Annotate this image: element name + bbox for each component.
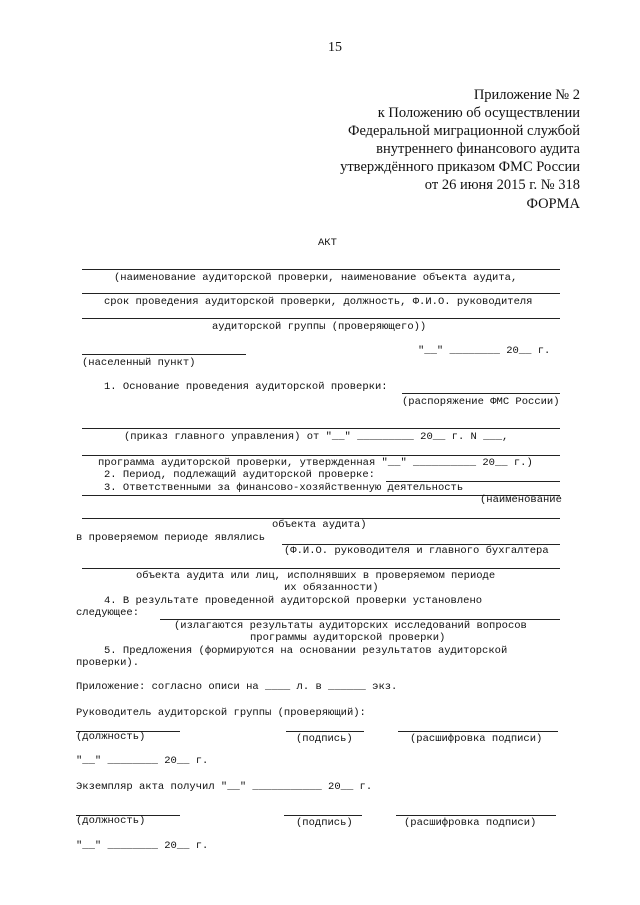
head-date: "__" ________ 20__ г.: [76, 755, 209, 767]
appendix-line-2: к Положению об осуществлении: [377, 105, 580, 121]
blank-line: [82, 269, 560, 270]
item-3-caption: (наименование: [480, 494, 562, 506]
blank-line: [82, 293, 560, 294]
head-label: Руководитель аудиторской группы (проверяющий):: [76, 707, 366, 719]
signature-line: [286, 731, 364, 732]
caption-audit-name: (наименование аудиторской проверки, наименование объекта аудита,: [114, 272, 518, 284]
form-label: ФОРМА: [526, 196, 580, 212]
fio-caption: (Ф.И.О. руководителя и главного бухгалтера: [284, 545, 549, 557]
item-5-line-2: проверки).: [76, 657, 140, 669]
item-1-caption: (распоряжение ФМС России): [402, 396, 560, 408]
caption-audit-group: аудиторской группы (проверяющего)): [212, 321, 427, 333]
appendix-line-5: утверждённого приказом ФМС России: [340, 159, 580, 175]
decipher-caption: (расшифровка подписи): [410, 733, 543, 745]
item-1-basis: 1. Основание проведения аудиторской проверки:: [104, 381, 388, 393]
attachment-line: Приложение: согласно описи на ____ л. в ______ экз.: [76, 681, 398, 693]
appendix-block: [340, 86, 580, 194]
item-4-line-1: 4. В результате проведенной аудиторской проверки установлено: [104, 595, 483, 607]
decipher-caption: (расшифровка подписи): [404, 817, 537, 829]
position-caption: (должность): [76, 731, 146, 743]
item-2-period: 2. Период, подлежащий аудиторской проверке:: [104, 469, 375, 481]
item-5-line-1: 5. Предложения (формируются на основании результатов аудиторской: [104, 645, 508, 657]
caption-audit-period: срок проведения аудиторской проверки, должность, Ф.И.О. руководителя: [104, 296, 533, 308]
copy-received: Экземпляр акта получил "__" ___________ 20__ г.: [76, 781, 373, 793]
act-date: "__" ________ 20__ г.: [418, 345, 551, 357]
appendix-line-6: от 26 июня 2015 г. № 318: [424, 177, 580, 193]
blank-line: [402, 393, 560, 394]
item-4-caption-2: программы аудиторской проверки): [250, 632, 446, 644]
order-caption: (приказ главного управления) от "__" _________ 20__ г. N ___,: [124, 431, 509, 443]
blank-line: [82, 568, 560, 569]
place-line: [82, 354, 246, 355]
program-line: программа аудиторской проверки, утвержденная "__" __________ 20__ г.): [98, 457, 533, 469]
object-persons-caption-2: их обязанности): [284, 582, 379, 594]
place-caption: (населенный пункт): [82, 357, 196, 369]
item-4-caption-1: (излагаются результаты аудиторских исследований вопросов: [174, 620, 527, 632]
signature-caption: (подпись): [296, 733, 353, 745]
signature-line: [398, 731, 558, 732]
blank-line: [82, 428, 560, 429]
appendix-line-3: Федеральной миграционной службой: [347, 123, 580, 139]
object-persons-caption-1: объекта аудита или лиц, исполнявших в проверяемом периоде: [136, 570, 496, 582]
in-period-text: в проверяемом периоде являлись: [76, 532, 266, 544]
act-title: АКТ: [318, 237, 337, 249]
recipient-date: "__" ________ 20__ г.: [76, 840, 209, 852]
blank-line: [82, 318, 560, 319]
appendix-line-1: Приложение № 2: [473, 87, 580, 103]
signature-caption: (подпись): [296, 817, 353, 829]
position-caption: (должность): [76, 815, 146, 827]
object-caption: объекта аудита): [272, 519, 367, 531]
page-number: 15: [328, 40, 342, 55]
item-4-line-2: следующее:: [76, 607, 140, 619]
item-3-responsible: 3. Ответственными за финансово-хозяйственную деятельность: [104, 482, 464, 494]
signature-line: [284, 815, 362, 816]
signature-line: [396, 815, 556, 816]
appendix-line-4: внутреннего финансового аудита: [376, 141, 580, 157]
blank-line: [82, 455, 560, 456]
